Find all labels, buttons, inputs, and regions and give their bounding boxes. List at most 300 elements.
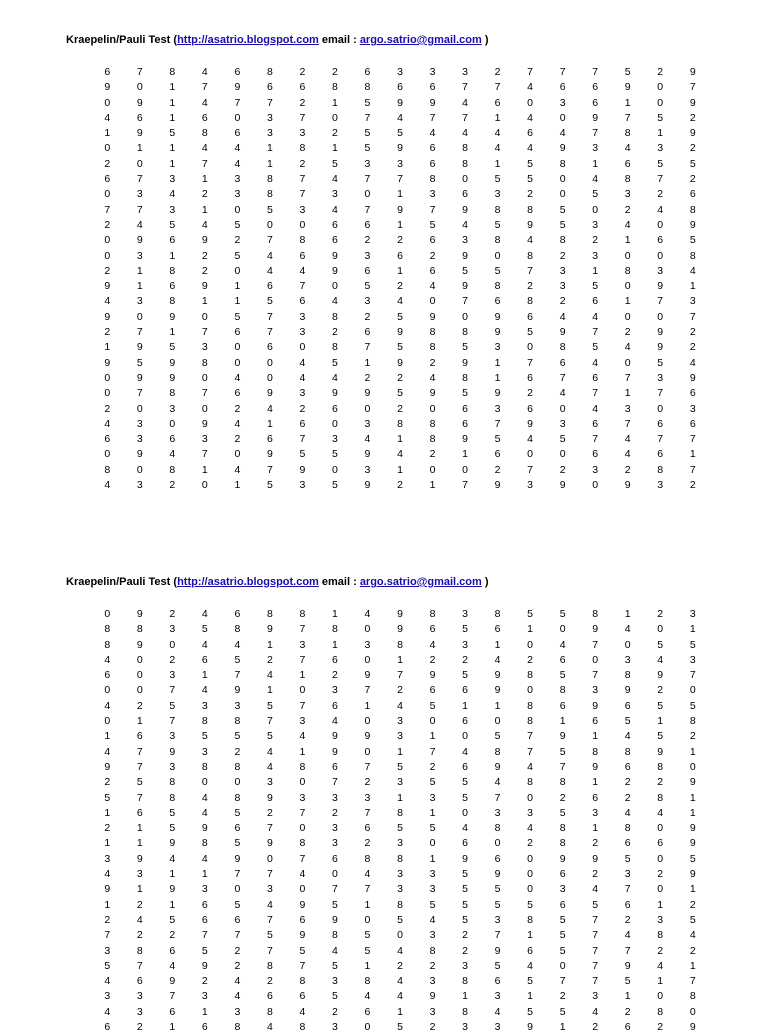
- digit-cell: 6: [266, 280, 273, 293]
- digit-cell: 9: [462, 356, 468, 369]
- digit-cell: 5: [689, 234, 696, 247]
- digit-cell: 4: [397, 699, 403, 712]
- digit-cell: 6: [364, 326, 371, 339]
- digit-cell: 2: [592, 837, 599, 850]
- digit-cell: 6: [332, 653, 338, 666]
- digit-cell: 0: [689, 1005, 696, 1018]
- digit-cell: 8: [527, 699, 534, 712]
- digit-cell: 7: [299, 852, 306, 865]
- digit-cell: 6: [234, 387, 241, 400]
- digit-cell: 4: [624, 730, 631, 743]
- digit-cell: 5: [494, 883, 501, 896]
- digit-cell: 5: [234, 806, 241, 819]
- digit-cell: 4: [624, 218, 631, 231]
- digit-cell: 0: [104, 234, 111, 247]
- digit-cell: 9: [299, 898, 306, 911]
- digit-cell: 3: [364, 791, 371, 804]
- digit-cell: 2: [397, 959, 403, 972]
- digit-cell: 0: [364, 715, 371, 728]
- digit-cell: 9: [657, 341, 664, 354]
- digit-cell: 7: [527, 66, 534, 78]
- digit-cell: 4: [201, 684, 208, 697]
- digit-cell: 1: [364, 356, 371, 369]
- digit-cell: 2: [364, 837, 371, 850]
- digit-cell: 0: [657, 310, 664, 323]
- digit-cell: 0: [364, 402, 371, 415]
- digit-cell: 0: [689, 684, 696, 697]
- email-link[interactable]: argo.satrio@gmail.com: [359, 576, 482, 588]
- digit-cell: 9: [429, 96, 436, 109]
- digit-cell: 8: [624, 745, 631, 758]
- digit-cell: 1: [397, 188, 403, 201]
- digit-cell: 4: [624, 806, 631, 819]
- digit-cell: 5: [234, 218, 241, 231]
- digit-cell: 0: [494, 715, 501, 728]
- digit-cell: 8: [266, 173, 273, 186]
- digit-cell: 0: [527, 341, 534, 354]
- digit-cell: 9: [201, 280, 208, 293]
- digit-cell: 1: [266, 684, 273, 697]
- digit-cell: 4: [332, 371, 338, 384]
- digit-cell: 5: [429, 776, 436, 789]
- digit-cell: 4: [592, 402, 599, 415]
- digit-cell: 7: [527, 730, 534, 743]
- digit-cell: 8: [527, 669, 534, 682]
- digit-cell: 3: [689, 295, 696, 308]
- digit-cell: 5: [169, 127, 176, 140]
- digit-cell: 4: [559, 387, 566, 400]
- digit-cell: 0: [332, 868, 338, 881]
- digit-cell: 2: [169, 653, 176, 666]
- digit-cell: 6: [429, 142, 436, 155]
- digit-cell: 8: [462, 1005, 468, 1018]
- digit-cell: 6: [299, 81, 306, 94]
- digit-cell: 3: [299, 791, 306, 804]
- digit-cell: 2: [332, 1005, 338, 1018]
- digit-cell: 7: [136, 959, 143, 972]
- digit-cell: 5: [494, 264, 501, 277]
- digit-cell: 5: [559, 669, 566, 682]
- sheet-title: Kraepelin/Pauli Test (: [66, 576, 178, 588]
- digit-cell: 0: [104, 249, 111, 262]
- digit-cell: 8: [429, 433, 436, 446]
- digit-cell: 9: [136, 852, 143, 865]
- digit-cell: 6: [657, 417, 664, 430]
- digit-cell: 5: [689, 638, 696, 651]
- digit-cell: 7: [592, 944, 599, 957]
- digit-cell: 8: [104, 623, 111, 636]
- digit-cell: 4: [559, 127, 566, 140]
- digit-cell: 4: [136, 913, 143, 926]
- digit-cell: 1: [527, 929, 534, 942]
- digit-cell: 6: [104, 669, 111, 682]
- digit-cell: 7: [104, 203, 111, 216]
- digit-cell: 9: [266, 791, 273, 804]
- digit-cell: 3: [429, 929, 436, 942]
- digit-cell: 9: [592, 852, 599, 865]
- digit-cell: 1: [462, 699, 468, 712]
- digit-cell: 1: [332, 142, 338, 155]
- digit-cell: 3: [201, 883, 208, 896]
- digit-cell: 1: [266, 417, 273, 430]
- digit-cell: 3: [266, 883, 273, 896]
- digit-cell: 0: [657, 822, 664, 835]
- digit-cell: 0: [234, 341, 241, 354]
- digit-cell: 9: [494, 310, 501, 323]
- digit-cell: 0: [332, 463, 338, 476]
- digit-cell: 6: [657, 837, 664, 850]
- digit-cell: 9: [462, 280, 468, 293]
- digit-cell: 0: [104, 715, 111, 728]
- digit-cell: 8: [234, 1021, 241, 1034]
- digit-cell: 2: [527, 280, 534, 293]
- digit-cell: 3: [527, 806, 534, 819]
- digit-cell: 0: [364, 1021, 371, 1034]
- digit-cell: 2: [397, 280, 403, 293]
- digit-cell: 7: [364, 111, 371, 124]
- digit-cell: 2: [266, 653, 273, 666]
- digit-cell: 4: [494, 776, 501, 789]
- digit-cell: 0: [462, 806, 468, 819]
- digit-cell: 2: [104, 264, 111, 277]
- digit-cell: 8: [234, 715, 241, 728]
- digit-cell: 4: [104, 295, 111, 308]
- digit-cell: 0: [136, 669, 143, 682]
- digit-cell: 1: [397, 433, 403, 446]
- digit-cell: 2: [559, 249, 566, 262]
- digit-cell: 0: [299, 218, 306, 231]
- digit-cell: 4: [397, 990, 403, 1003]
- digit-cell: 6: [592, 448, 599, 461]
- digit-cell: 2: [657, 608, 664, 620]
- digit-cell: 9: [104, 883, 111, 896]
- digit-cell: 9: [169, 310, 176, 323]
- digit-cell: 9: [234, 852, 241, 865]
- digit-cell: 9: [689, 96, 696, 109]
- digit-cell: 2: [364, 776, 371, 789]
- digit-cell: 4: [299, 730, 306, 743]
- digit-cell: 9: [657, 745, 664, 758]
- digit-cell: 5: [234, 249, 241, 262]
- digit-cell: 4: [332, 295, 338, 308]
- digit-cell: 1: [624, 990, 631, 1003]
- digit-cell: 9: [494, 669, 501, 682]
- digit-cell: 6: [332, 852, 338, 865]
- digit-cell: 3: [657, 913, 664, 926]
- digit-cell: 9: [494, 944, 501, 957]
- digit-cell: 5: [657, 638, 664, 651]
- digit-cell: 3: [559, 417, 566, 430]
- digit-cell: 6: [332, 699, 338, 712]
- digit-cell: 7: [657, 387, 664, 400]
- digit-cell: 2: [592, 1021, 599, 1034]
- digit-cell: 6: [624, 837, 631, 850]
- digit-cell: 4: [266, 402, 273, 415]
- digit-cell: 8: [364, 852, 371, 865]
- digit-cell: 2: [689, 898, 696, 911]
- digit-cell: 1: [494, 356, 501, 369]
- digit-cell: 4: [527, 433, 534, 446]
- digit-cell: 5: [299, 448, 306, 461]
- digit-cell: 3: [657, 264, 664, 277]
- digit-cell: 3: [169, 623, 176, 636]
- digit-cell: 2: [332, 669, 338, 682]
- digit-cell: 9: [429, 387, 436, 400]
- digit-cell: 0: [527, 883, 534, 896]
- digit-cell: 2: [234, 234, 241, 247]
- digit-cell: 1: [397, 463, 403, 476]
- digit-cell: 0: [136, 310, 143, 323]
- digit-cell: 1: [169, 157, 176, 170]
- email-label: email :: [318, 34, 360, 46]
- digit-cell: 2: [689, 111, 696, 124]
- digit-cell: 3: [364, 249, 371, 262]
- digit-cell: 6: [136, 111, 143, 124]
- digit-cell: 3: [429, 883, 436, 896]
- digit-cell: 7: [266, 715, 273, 728]
- digit-cell: 4: [201, 96, 208, 109]
- digit-cell: 2: [169, 929, 176, 942]
- digit-cell: 8: [104, 463, 111, 476]
- digit-cell: 0: [332, 111, 338, 124]
- digit-cell: 0: [559, 188, 566, 201]
- digit-cell: 3: [169, 669, 176, 682]
- digit-cell: 0: [559, 111, 566, 124]
- digit-cell: 4: [462, 96, 468, 109]
- digit-cell: 4: [494, 1005, 501, 1018]
- digit-cell: 5: [234, 730, 241, 743]
- digit-cell: 7: [657, 433, 664, 446]
- digit-cell: 1: [689, 448, 696, 461]
- digit-cell: 4: [624, 929, 631, 942]
- digit-cell: 9: [592, 111, 599, 124]
- digit-cell: 0: [169, 417, 176, 430]
- digit-cell: 0: [201, 776, 208, 789]
- digit-cell: 1: [104, 898, 111, 911]
- title-suffix: ): [481, 34, 489, 46]
- blog-link[interactable]: http://asatrio.blogspot.com: [177, 576, 319, 588]
- digit-cell: 1: [364, 959, 371, 972]
- digit-cell: 6: [364, 1005, 371, 1018]
- digit-cell: 7: [201, 929, 208, 942]
- digit-cell: 9: [364, 448, 371, 461]
- digit-cell: 4: [527, 111, 534, 124]
- digit-cell: 6: [624, 157, 631, 170]
- digit-cell: 5: [136, 356, 143, 369]
- digit-cell: 2: [429, 959, 436, 972]
- digit-cell: 4: [104, 699, 111, 712]
- digit-cell: 1: [104, 837, 111, 850]
- digit-cell: 2: [592, 234, 599, 247]
- digit-cell: 2: [136, 898, 143, 911]
- digit-cell: 7: [201, 81, 208, 94]
- blog-link[interactable]: http://asatrio.blogspot.com: [177, 34, 319, 46]
- digit-cell: 3: [494, 913, 501, 926]
- digit-cell: 1: [689, 623, 696, 636]
- digit-cell: 6: [592, 295, 599, 308]
- digit-cell: 2: [332, 326, 338, 339]
- digit-cell: 3: [494, 990, 501, 1003]
- digit-cell: 6: [201, 913, 208, 926]
- digit-cell: 4: [234, 371, 241, 384]
- digit-cell: 7: [527, 264, 534, 277]
- digit-cell: 0: [429, 463, 436, 476]
- digit-cell: 5: [494, 959, 501, 972]
- digit-cell: 4: [104, 745, 111, 758]
- digit-cell: 9: [624, 81, 631, 94]
- digit-cell: 3: [397, 715, 403, 728]
- digit-cell: 0: [104, 371, 111, 384]
- digit-cell: 7: [266, 822, 273, 835]
- digit-cell: 9: [657, 326, 664, 339]
- digit-cell: 1: [332, 608, 338, 620]
- digit-cell: 5: [559, 218, 566, 231]
- digit-cell: 8: [397, 852, 403, 865]
- digit-cell: 6: [494, 448, 501, 461]
- digit-cell: 1: [169, 868, 176, 881]
- digit-cell: 1: [397, 791, 403, 804]
- digit-cell: 6: [397, 249, 403, 262]
- digit-cell: 9: [234, 81, 241, 94]
- digit-cell: 0: [104, 188, 111, 201]
- digit-cell: 1: [201, 203, 208, 216]
- digit-cell: 6: [266, 433, 273, 446]
- digit-cell: 1: [234, 479, 241, 492]
- digit-cell: 9: [527, 218, 534, 231]
- digit-cell: 1: [136, 264, 143, 277]
- digit-cell: 4: [559, 638, 566, 651]
- digit-cell: 3: [364, 417, 371, 430]
- digit-cell: 7: [299, 653, 306, 666]
- digit-cell: 4: [624, 623, 631, 636]
- digit-cell: 3: [136, 479, 143, 492]
- digit-cell: 4: [169, 188, 176, 201]
- digit-cell: 4: [364, 868, 371, 881]
- digit-cell: 1: [689, 745, 696, 758]
- digit-cell: 5: [169, 913, 176, 926]
- digit-cell: 4: [527, 959, 534, 972]
- digit-cell: 0: [624, 638, 631, 651]
- digit-cell: 6: [169, 1005, 176, 1018]
- digit-cell: 4: [592, 173, 599, 186]
- digit-cell: 7: [266, 96, 273, 109]
- digit-cell: 9: [494, 387, 501, 400]
- digit-cell: 7: [299, 623, 306, 636]
- digit-cell: 4: [527, 234, 534, 247]
- digit-cell: 4: [527, 822, 534, 835]
- digit-cell: 9: [332, 264, 338, 277]
- digit-cell: 2: [657, 776, 664, 789]
- digit-cell: 4: [299, 264, 306, 277]
- digit-cell: 5: [494, 173, 501, 186]
- digit-cell: 2: [462, 653, 468, 666]
- digit-cell: 8: [169, 387, 176, 400]
- digit-cell: 4: [234, 638, 241, 651]
- email-link[interactable]: argo.satrio@gmail.com: [359, 34, 482, 46]
- digit-cell: 0: [527, 791, 534, 804]
- digit-cell: 0: [266, 371, 273, 384]
- digit-cell: 5: [592, 280, 599, 293]
- digit-cell: 0: [104, 608, 111, 620]
- digit-cell: 3: [592, 249, 599, 262]
- digit-cell: 5: [462, 913, 468, 926]
- digit-cell: 6: [462, 417, 468, 430]
- digit-cell: 3: [592, 990, 599, 1003]
- digit-cell: 2: [364, 310, 371, 323]
- digit-cell: 6: [527, 371, 534, 384]
- digit-cell: 9: [494, 868, 501, 881]
- digit-cell: 9: [689, 868, 696, 881]
- digit-cell: 3: [136, 249, 143, 262]
- digit-cell: 9: [104, 310, 111, 323]
- digit-cell: 7: [299, 959, 306, 972]
- digit-cell: 8: [494, 234, 501, 247]
- digit-cell: 1: [429, 479, 436, 492]
- digit-cell: 4: [592, 883, 599, 896]
- digit-cell: 5: [364, 96, 371, 109]
- digit-cell: 3: [201, 433, 208, 446]
- digit-cell: 1: [429, 852, 436, 865]
- digit-cell: 8: [527, 913, 534, 926]
- digit-cell: 5: [201, 623, 208, 636]
- digit-cell: 5: [397, 341, 403, 354]
- digit-cell: 1: [136, 822, 143, 835]
- digit-cell: 9: [169, 745, 176, 758]
- digit-cell: 3: [136, 188, 143, 201]
- digit-cell: 0: [364, 913, 371, 926]
- digit-cell: 4: [136, 218, 143, 231]
- digit-cell: 9: [397, 356, 403, 369]
- digit-cell: 4: [266, 1021, 273, 1034]
- digit-cell: 4: [397, 111, 403, 124]
- digit-cell: 3: [494, 806, 501, 819]
- digit-cell: 8: [201, 127, 208, 140]
- digit-cell: 3: [169, 203, 176, 216]
- digit-cell: 9: [104, 356, 111, 369]
- digit-cell: 5: [266, 479, 273, 492]
- digit-cell: 3: [397, 883, 403, 896]
- digit-cell: 3: [429, 1005, 436, 1018]
- digit-cell: 2: [104, 218, 111, 231]
- digit-cell: 2: [429, 448, 436, 461]
- digit-cell: 2: [234, 402, 241, 415]
- digit-cell: 8: [429, 944, 436, 957]
- digit-cell: 7: [364, 341, 371, 354]
- digit-cell: 5: [624, 975, 631, 988]
- digit-cell: 8: [332, 929, 338, 942]
- digit-cell: 3: [364, 638, 371, 651]
- digit-cell: 0: [527, 868, 534, 881]
- digit-cell: 6: [234, 127, 241, 140]
- digit-cell: 1: [104, 127, 111, 140]
- digit-cell: 7: [136, 173, 143, 186]
- digit-cell: 6: [332, 760, 338, 773]
- digit-cell: 3: [364, 463, 371, 476]
- digit-cell: 4: [429, 371, 436, 384]
- digit-cell: 7: [234, 868, 241, 881]
- digit-cell: 9: [559, 326, 566, 339]
- digit-cell: 0: [364, 653, 371, 666]
- digit-cell: 6: [169, 433, 176, 446]
- digit-cell: 8: [201, 356, 208, 369]
- digit-cell: 8: [624, 173, 631, 186]
- digit-cell: 0: [624, 249, 631, 262]
- digit-cell: 5: [332, 356, 338, 369]
- digit-cell: 8: [397, 638, 403, 651]
- digit-cell: 5: [494, 730, 501, 743]
- digit-cell: 8: [494, 745, 501, 758]
- digit-cell: 9: [624, 959, 631, 972]
